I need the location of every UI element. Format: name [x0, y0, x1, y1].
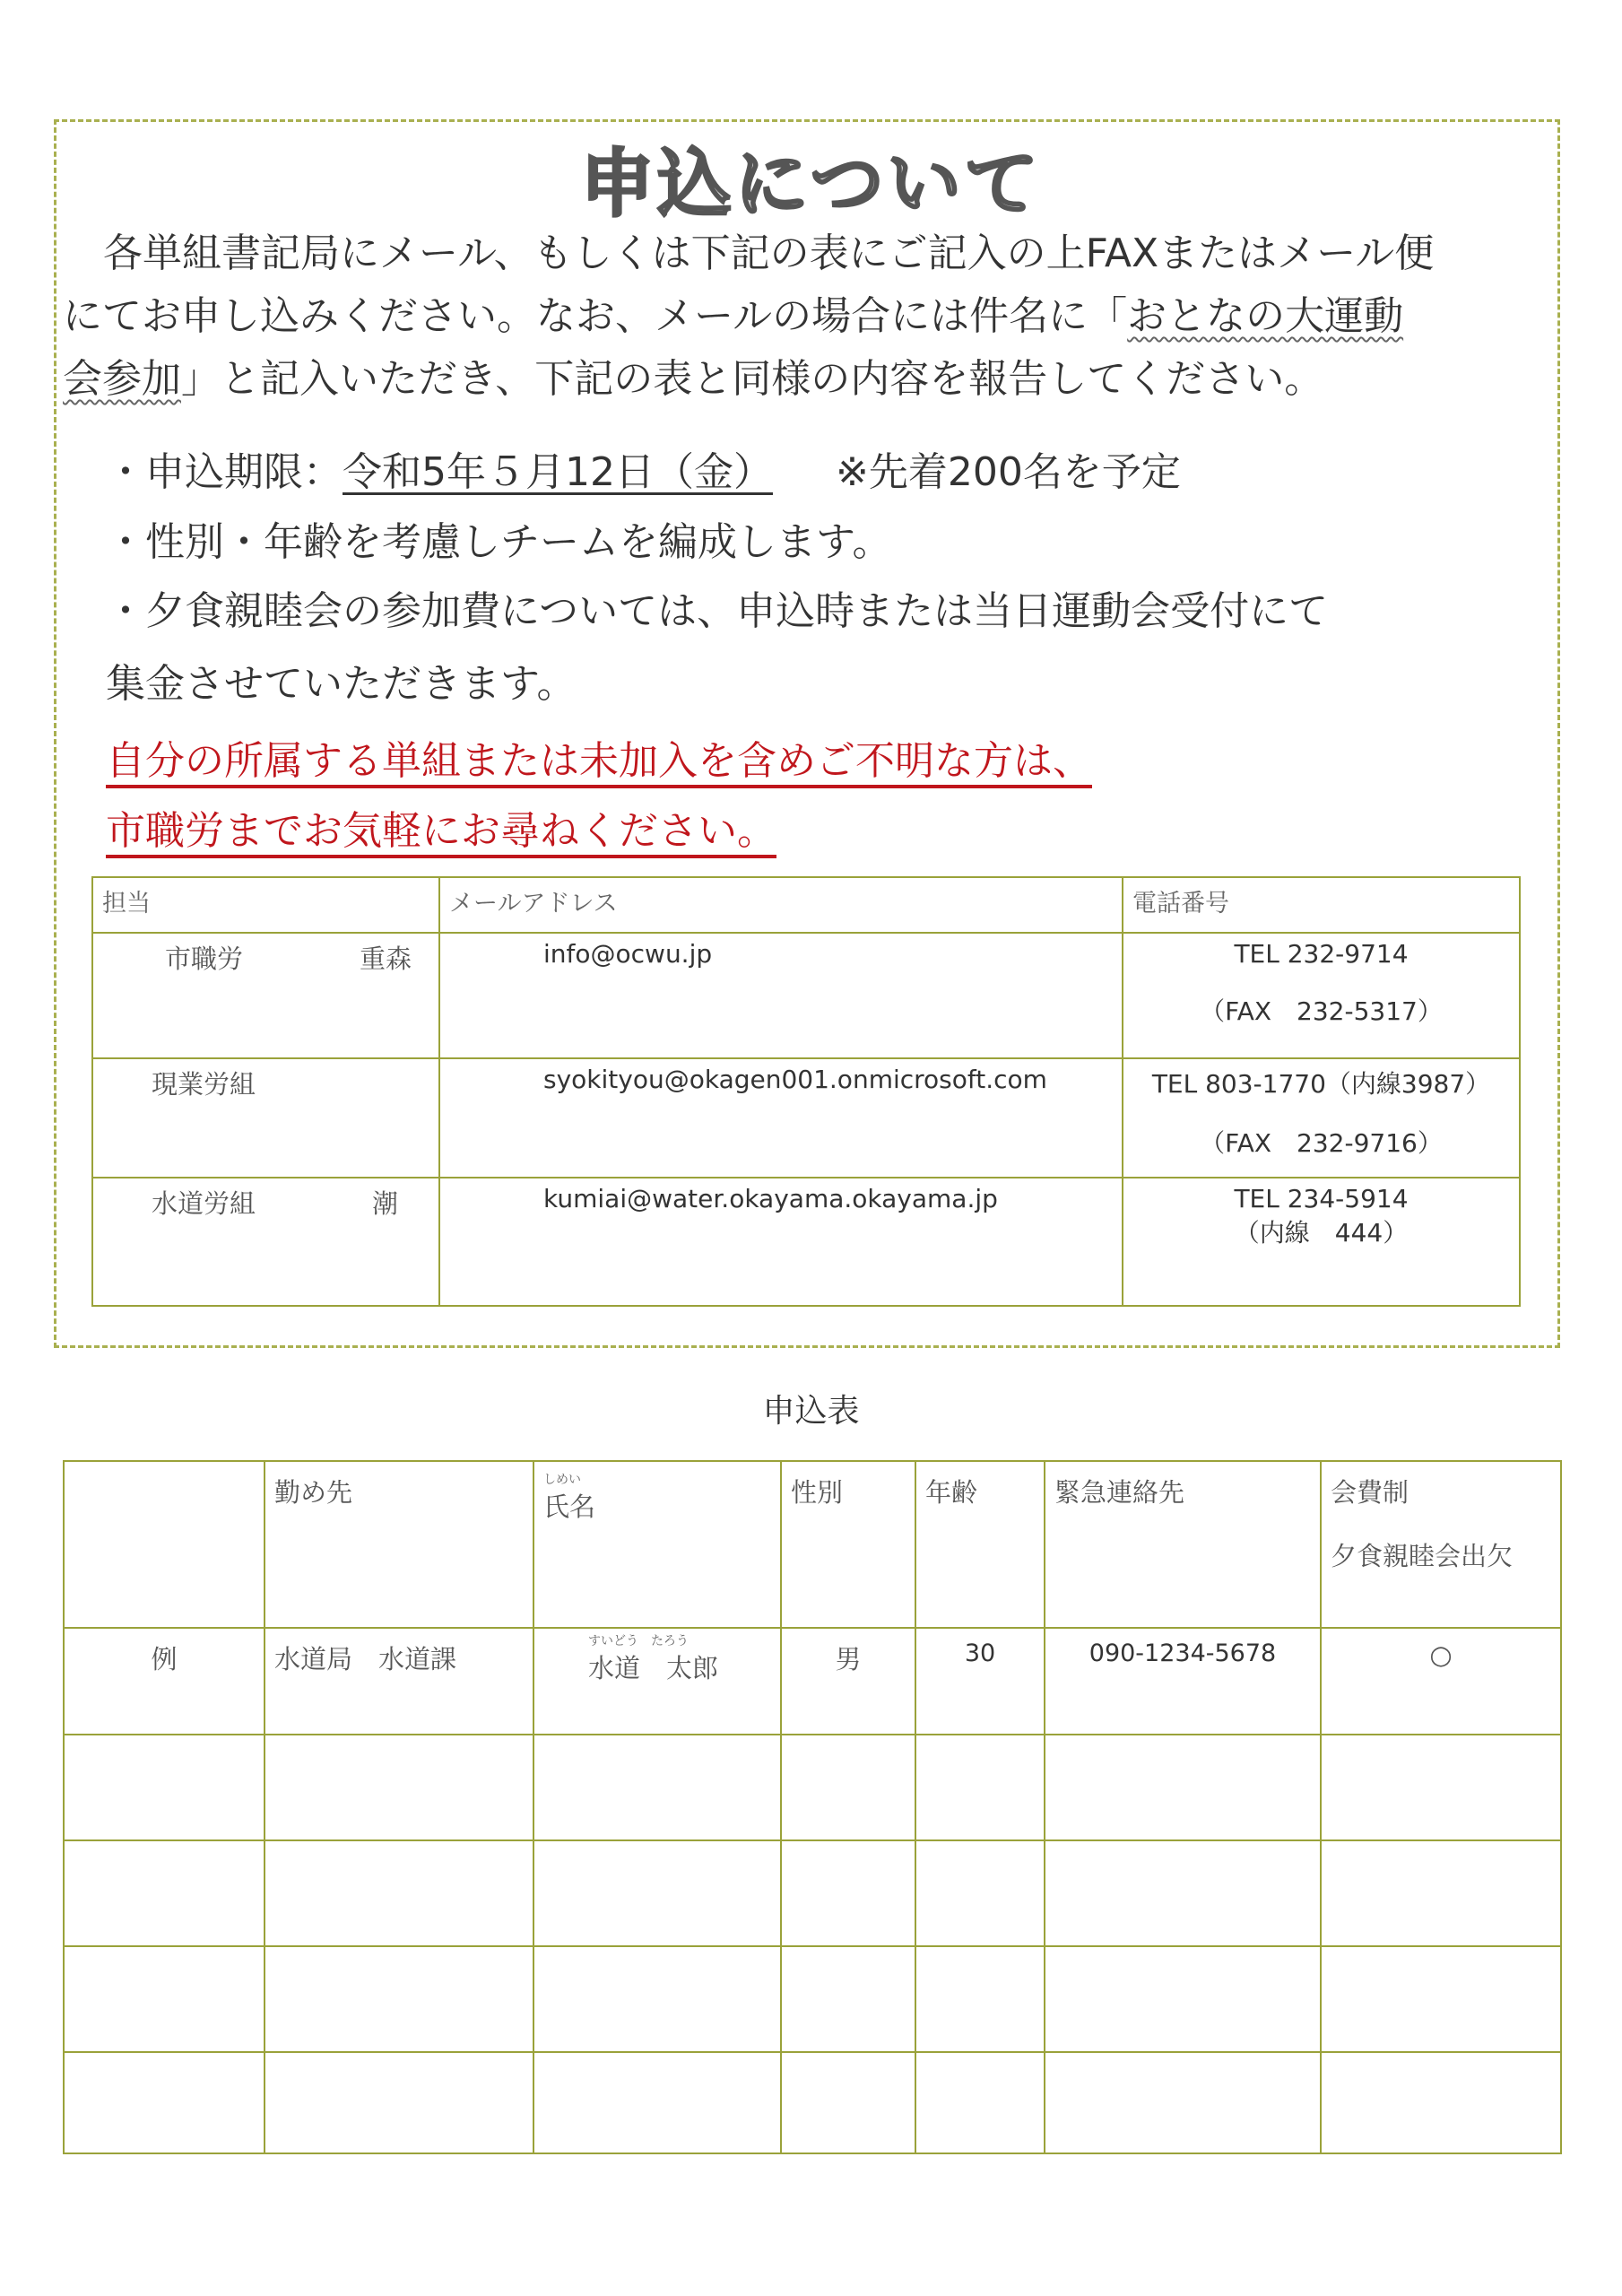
form-cell[interactable] [265, 1946, 533, 2052]
team-item: ・性別・年齢を考慮しチームを編成します。 [106, 519, 892, 565]
contact-person [92, 933, 439, 1058]
form-row [64, 1946, 1561, 2052]
header-name [533, 1461, 781, 1628]
contact-phone [1123, 1058, 1520, 1178]
form-cell[interactable] [1045, 1735, 1321, 1840]
form-cell[interactable] [1045, 1840, 1321, 1946]
contact-table [91, 876, 1521, 1307]
form-cell[interactable] [64, 2052, 265, 2153]
form-cell[interactable] [64, 1840, 265, 1946]
deadline-value: 令和5年５月12日（金） [343, 449, 773, 495]
deadline-item [106, 446, 1181, 500]
header-workplace: 勤め先 [265, 1461, 533, 1628]
header-emergency: 緊急連絡先 [1045, 1461, 1321, 1628]
form-cell[interactable] [781, 1840, 915, 1946]
form-cell[interactable] [1321, 1735, 1561, 1840]
form-cell[interactable] [781, 1735, 915, 1840]
fee-item-line2: 集金させていただきます。 [106, 661, 577, 707]
name-label: 氏名 [543, 1492, 596, 1522]
example-name-ruby: すいどう たろう [588, 1634, 689, 1648]
form-cell[interactable] [64, 1946, 265, 2052]
form-cell[interactable] [533, 1735, 781, 1840]
header-age: 年齢 [915, 1461, 1045, 1628]
contact-row [92, 1058, 1520, 1178]
person-name: 潮 [371, 1188, 398, 1219]
org-name: 市職労 [165, 944, 244, 974]
example-attendance: ○ [1321, 1628, 1561, 1735]
form-row [64, 1840, 1561, 1946]
intro-line-2-text: にてお申し込みください。なお、メールの場合には件名に「 [63, 293, 1128, 339]
form-cell[interactable] [781, 1946, 915, 2052]
form-cell[interactable] [781, 2052, 915, 2153]
header-gender: 性別 [781, 1461, 915, 1628]
form-cell[interactable] [533, 1840, 781, 1946]
org-name: 水道労組 [152, 1188, 256, 1219]
person-name: 重森 [359, 944, 412, 974]
form-cell[interactable] [915, 1946, 1045, 2052]
contact-row [92, 933, 1520, 1058]
form-cell[interactable] [1321, 1946, 1561, 2052]
notice-line-1: 自分の所属する単組または未加入を含めご不明な方は、 [106, 738, 1092, 784]
contact-phone [1123, 1178, 1520, 1306]
header-fee [1321, 1461, 1561, 1628]
page-title: 申込について [580, 142, 1042, 227]
row-label-header [64, 1461, 265, 1628]
deadline-note: ※先着200名を予定 [835, 449, 1181, 495]
form-cell[interactable] [533, 1946, 781, 2052]
form-cell[interactable] [1321, 2052, 1561, 2153]
example-gender: 男 [781, 1628, 915, 1735]
contact-person [92, 1178, 439, 1306]
application-form [63, 1460, 1562, 2154]
tel: TEL 232-9714 [1234, 939, 1409, 969]
fee-sub-label: 夕食親睦会出欠 [1331, 1541, 1514, 1571]
subject-highlight: おとなの大運動 [1127, 293, 1404, 339]
intro-paragraph [63, 222, 1569, 411]
contact-phone [1123, 933, 1520, 1058]
form-cell[interactable] [265, 1735, 533, 1840]
form-cell[interactable] [915, 1735, 1045, 1840]
tel: TEL 234-5914 [1234, 1184, 1409, 1213]
form-cell[interactable] [265, 1840, 533, 1946]
example-age: 30 [915, 1628, 1045, 1735]
form-cell[interactable] [915, 1840, 1045, 1946]
fax: （FAX 232-5317） [1200, 996, 1443, 1026]
form-row [64, 2052, 1561, 2153]
contact-person [92, 1058, 439, 1178]
contact-row [92, 1178, 1520, 1306]
extension: （内線 444） [1234, 1218, 1409, 1248]
form-cell[interactable] [265, 2052, 533, 2153]
example-name-text: 水道 太郎 [588, 1653, 719, 1683]
intro-line-1: 各単組書記局にメール、もしくは下記の表にご記入の上FAXまたはメール便 [103, 230, 1435, 276]
name-ruby: しめい [543, 1473, 581, 1487]
form-cell[interactable] [1045, 2052, 1321, 2153]
org-name: 現業労組 [152, 1069, 256, 1100]
deadline-label: ・申込期限： [106, 449, 343, 495]
form-row [64, 1735, 1561, 1840]
form-cell[interactable] [915, 2052, 1045, 2153]
example-name [533, 1628, 781, 1735]
example-workplace: 水道局 水道課 [265, 1628, 533, 1735]
example-label: 例 [64, 1628, 265, 1735]
intro-line-3-text: 」と記入いただき、下記の表と同様の内容を報告してください。 [181, 356, 1324, 402]
contact-email: syokityou@okagen001.onmicrosoft.com [439, 1058, 1123, 1178]
form-cell[interactable] [1045, 1946, 1321, 2052]
form-cell[interactable] [533, 2052, 781, 2153]
contact-email: info@ocwu.jp [439, 933, 1123, 1058]
form-cell[interactable] [1321, 1840, 1561, 1946]
example-row [64, 1628, 1561, 1735]
notice-line-2: 市職労までお気軽にお尋ねください。 [106, 808, 776, 854]
fax: （FAX 232-9716） [1200, 1128, 1443, 1158]
header-phone: 電話番号 [1123, 877, 1520, 933]
intro-line-2 [63, 285, 1569, 348]
header-person: 担当 [92, 877, 439, 933]
fee-item-line1: ・夕食親睦会の参加費については、申込時または当日運動会受付にて [106, 588, 1329, 634]
example-emergency: 090-1234-5678 [1045, 1628, 1321, 1735]
form-header-row [64, 1461, 1561, 1628]
form-title: 申込表 [762, 1393, 860, 1430]
tel: TEL 803-1770（内線3987） [1151, 1069, 1491, 1099]
header-email: メールアドレス [439, 877, 1123, 933]
intro-line-3 [63, 348, 1569, 411]
form-cell[interactable] [64, 1735, 265, 1840]
contact-email: kumiai@water.okayama.okayama.jp [439, 1178, 1123, 1306]
subject-highlight-cont: 会参加 [63, 356, 181, 402]
fee-label: 会費制 [1331, 1477, 1409, 1508]
contact-header-row [92, 877, 1520, 933]
